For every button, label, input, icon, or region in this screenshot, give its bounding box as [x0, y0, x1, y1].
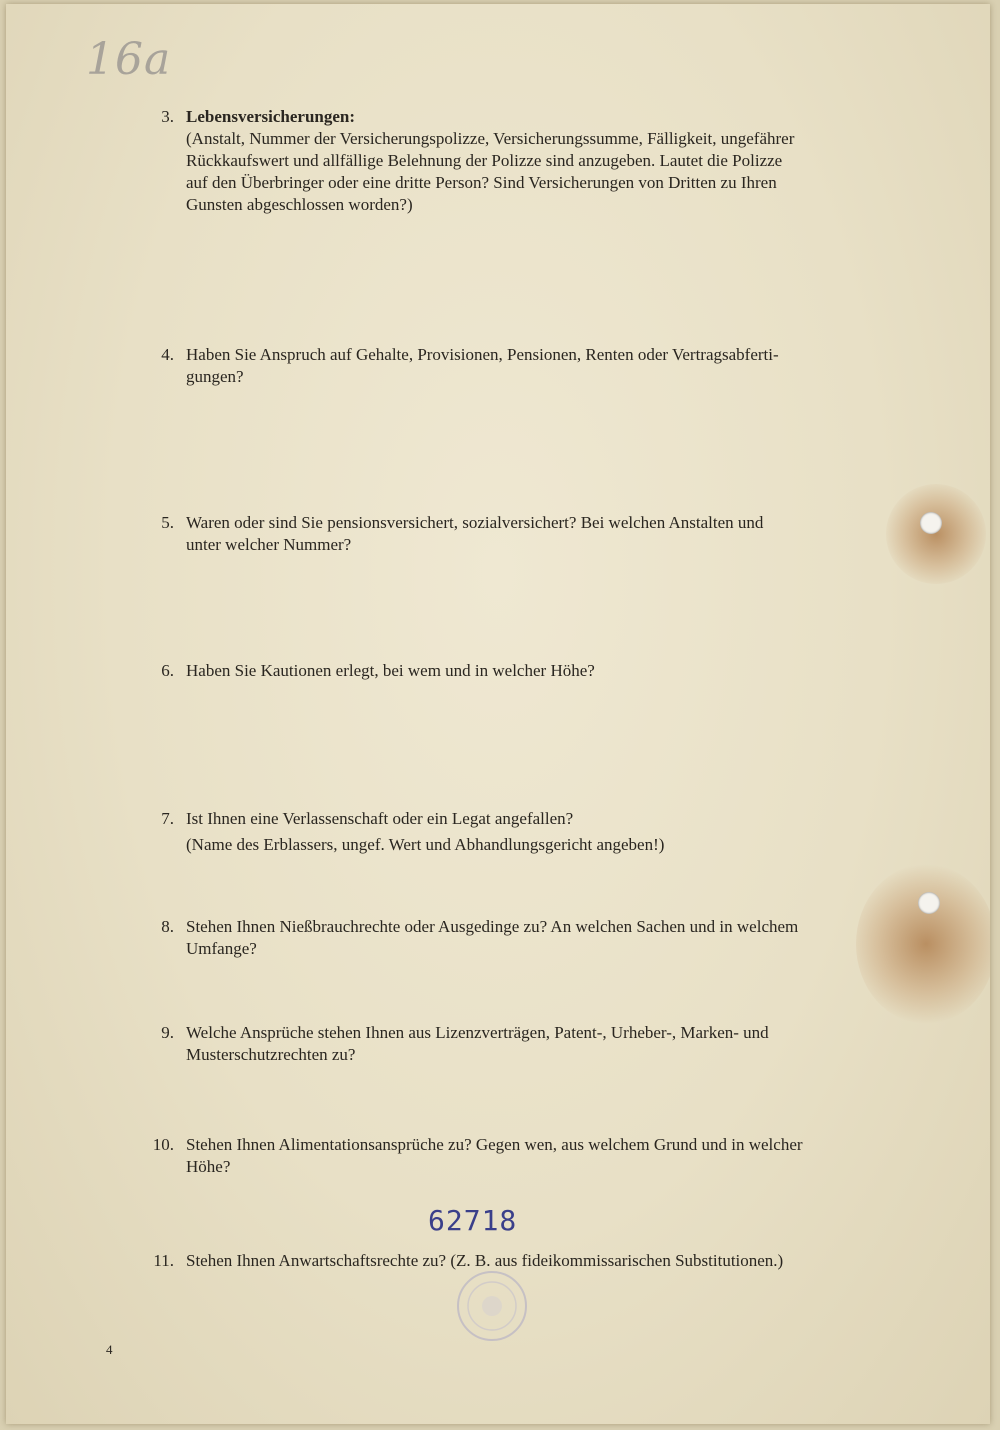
question-number: 4. [161, 345, 174, 364]
question-line: Höhe? [186, 1157, 231, 1176]
question-line: Stehen Ihnen Nießbrauchrechte oder Ausgedinge zu? An welchen Sachen und in welchem [186, 917, 799, 936]
question-line: Welche Ansprüche stehen Ihnen aus Lizenzverträgen, Patent-, Urheber-, Marken- und [186, 1023, 769, 1042]
question-number: 9. [161, 1023, 174, 1042]
question-line: (Name des Erblassers, ungef. Wert und Abhandlungsgericht angeben!) [186, 835, 665, 854]
question-line: auf den Überbringer oder eine dritte Person? Sind Versicherungen von Dritten zu Ihren [186, 173, 777, 192]
question-line: Ist Ihnen eine Verlassenschaft oder ein Legat angefallen? [186, 809, 574, 828]
handwritten-page-note: 16a [86, 34, 172, 85]
question-number: 10. [152, 1135, 174, 1154]
question-line: (Anstalt, Nummer der Versicherungspolizze, Versicherungssumme, Fälligkeit, ungefährer [186, 129, 795, 148]
punch-hole-bottom [918, 892, 940, 914]
question-line: Musterschutzrechten zu? [186, 1045, 356, 1064]
question-title: Lebensversicherungen: [186, 107, 356, 126]
question-number: 3. [161, 107, 174, 126]
question-line: Haben Sie Kautionen erlegt, bei wem und in welcher Höhe? [186, 661, 595, 680]
faint-seal-icon [452, 1266, 532, 1346]
question-line: gungen? [186, 367, 244, 386]
question-number: 11. [153, 1251, 174, 1270]
question-line: Haben Sie Anspruch auf Gehalte, Provisionen, Pensionen, Renten oder Vertragsabferti- [186, 345, 779, 364]
question-number: 7. [161, 809, 174, 828]
question-line: Umfange? [186, 939, 257, 958]
question-line: Rückkaufswert und allfällige Belehnung der Polizze sind anzugeben. Lautet die Polizze [186, 151, 783, 170]
question-line: unter welcher Nummer? [186, 535, 352, 554]
question-line: Waren oder sind Sie pensionsversichert, sozialversichert? Bei welchen Anstalten und [186, 513, 764, 532]
question-line: Gunsten abgeschlossen worden?) [186, 195, 413, 214]
question-line: Stehen Ihnen Alimentationsansprüche zu? Gegen wen, aus welchem Grund und in welcher [186, 1135, 803, 1154]
document-page [6, 4, 990, 1424]
page-number: 4 [106, 1342, 113, 1357]
stamp-number: 62718 [428, 1204, 518, 1237]
question-number: 6. [161, 661, 174, 680]
question-number: 5. [161, 513, 174, 532]
question-line: Stehen Ihnen Anwartschaftsrechte zu? (Z. B. aus fideikommissarischen Substitutionen.) [186, 1251, 784, 1270]
question-number: 8. [161, 917, 174, 936]
